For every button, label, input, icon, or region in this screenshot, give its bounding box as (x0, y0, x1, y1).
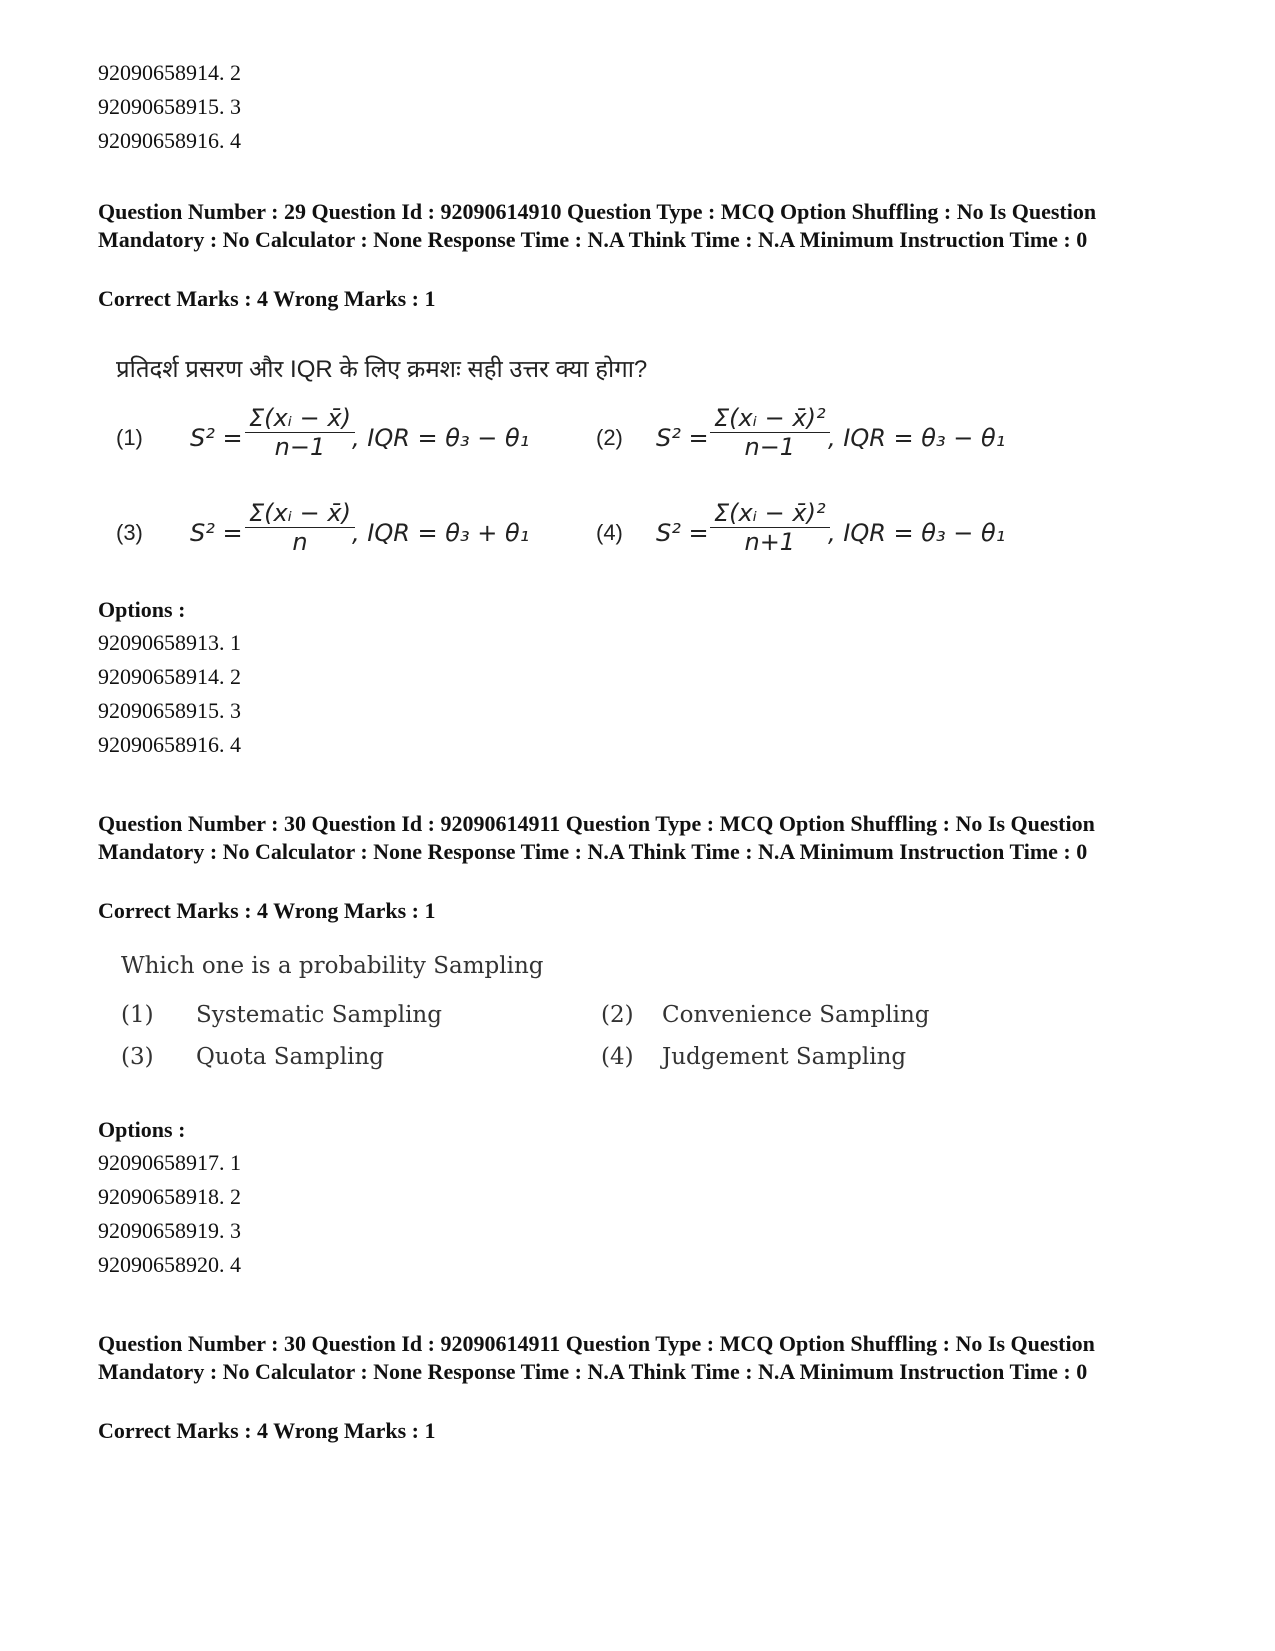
q30-choice-4-number: (4) (601, 1044, 634, 1070)
q29-choice-2-denominator: n−1 (744, 433, 796, 461)
q29-choice-4-denominator: n+1 (744, 528, 796, 556)
q29-choice-1-fraction (245, 404, 355, 461)
q29-choice-2-fraction (710, 404, 830, 461)
option-line: 92090658919. 3 (98, 1218, 241, 1243)
question-30-repeat-marks: Correct Marks : 4 Wrong Marks : 1 (98, 1418, 436, 1443)
q29-choice-2-numerator: Σ(xᵢ − x̄)² (710, 404, 830, 433)
option-line: 92090658917. 1 (98, 1150, 241, 1175)
q29-choice-4-fraction (710, 499, 830, 556)
q29-choice-1-number: (1) (116, 425, 143, 450)
question-30-meta: Question Number : 30 Question Id : 92090614911 Question Type : MCQ Option Shuffling : No Is Question Mandatory : No Calculator : None Response Time : N.A Think Time : N.A Minimum Instruction Time : 0 (98, 811, 1095, 864)
option-line: 92090658913. 1 (98, 630, 241, 655)
option-line: 92090658914. 2 (98, 60, 241, 85)
question-29-meta: Question Number : 29 Question Id : 92090614910 Question Type : MCQ Option Shuffling : No Is Question Mandatory : No Calculator : None Response Time : N.A Think Time : N.A Minimum Instruction Time : 0 (98, 199, 1097, 252)
q30-choice-1-text: Systematic Sampling (196, 1002, 442, 1028)
q29-choice-4-numerator: Σ(xᵢ − x̄)² (710, 499, 830, 528)
option-line: 92090658918. 2 (98, 1184, 241, 1209)
question-30-stem: Which one is a probability Sampling (121, 953, 544, 979)
q29-choice-3-number: (3) (116, 520, 143, 545)
option-line: 92090658920. 4 (98, 1252, 241, 1277)
option-line: 92090658915. 3 (98, 94, 241, 119)
q29-choice-2-number: (2) (596, 425, 623, 450)
option-line: 92090658914. 2 (98, 664, 241, 689)
q29-choice-3-fraction (245, 499, 355, 556)
option-line: 92090658916. 4 (98, 128, 241, 153)
q29-choice-4-rhs: , IQR = θ₃ − θ₁ (828, 519, 1006, 547)
q29-choice-1-lhs: S² = (190, 424, 243, 452)
q29-choice-3-denominator: n (292, 528, 308, 556)
q29-choice-2-lhs: S² = (656, 424, 709, 452)
q30-choice-2-number: (2) (601, 1002, 634, 1028)
question-29-marks: Correct Marks : 4 Wrong Marks : 1 (98, 286, 436, 311)
q29-choice-3-lhs: S² = (190, 519, 243, 547)
q29-choice-4-number: (4) (596, 520, 623, 545)
q30-choice-3-number: (3) (121, 1044, 154, 1070)
q29-choice-3-rhs: , IQR = θ₃ + θ₁ (352, 519, 530, 547)
question-30-repeat-meta: Question Number : 30 Question Id : 92090614911 Question Type : MCQ Option Shuffling : No Is Question Mandatory : No Calculator : None Response Time : N.A Think Time : N.A Minimum Instruction Time : 0 (98, 1331, 1095, 1384)
q30-choice-2-text: Convenience Sampling (662, 1002, 930, 1028)
question-30-marks: Correct Marks : 4 Wrong Marks : 1 (98, 898, 436, 923)
q30-choice-4-text: Judgement Sampling (662, 1044, 907, 1070)
question-30-options-label: Options : (98, 1117, 186, 1142)
q29-choice-1-denominator: n−1 (274, 433, 326, 461)
q29-choice-3-numerator: Σ(xᵢ − x̄) (245, 499, 355, 528)
q29-choice-1-rhs: , IQR = θ₃ − θ₁ (352, 424, 530, 452)
option-line: 92090658915. 3 (98, 698, 241, 723)
question-29-options-label: Options : (98, 597, 186, 622)
q30-choice-3-text: Quota Sampling (196, 1044, 385, 1070)
q29-choice-4-lhs: S² = (656, 519, 709, 547)
option-line: 92090658916. 4 (98, 732, 241, 757)
q29-choice-2-rhs: , IQR = θ₃ − θ₁ (828, 424, 1006, 452)
question-29-stem: प्रतिदर्श प्रसरण और IQR के लिए क्रमशः सही उत्तर क्या होगा? (116, 356, 648, 383)
q30-choice-1-number: (1) (121, 1002, 154, 1028)
q29-choice-1-numerator: Σ(xᵢ − x̄) (245, 404, 355, 433)
